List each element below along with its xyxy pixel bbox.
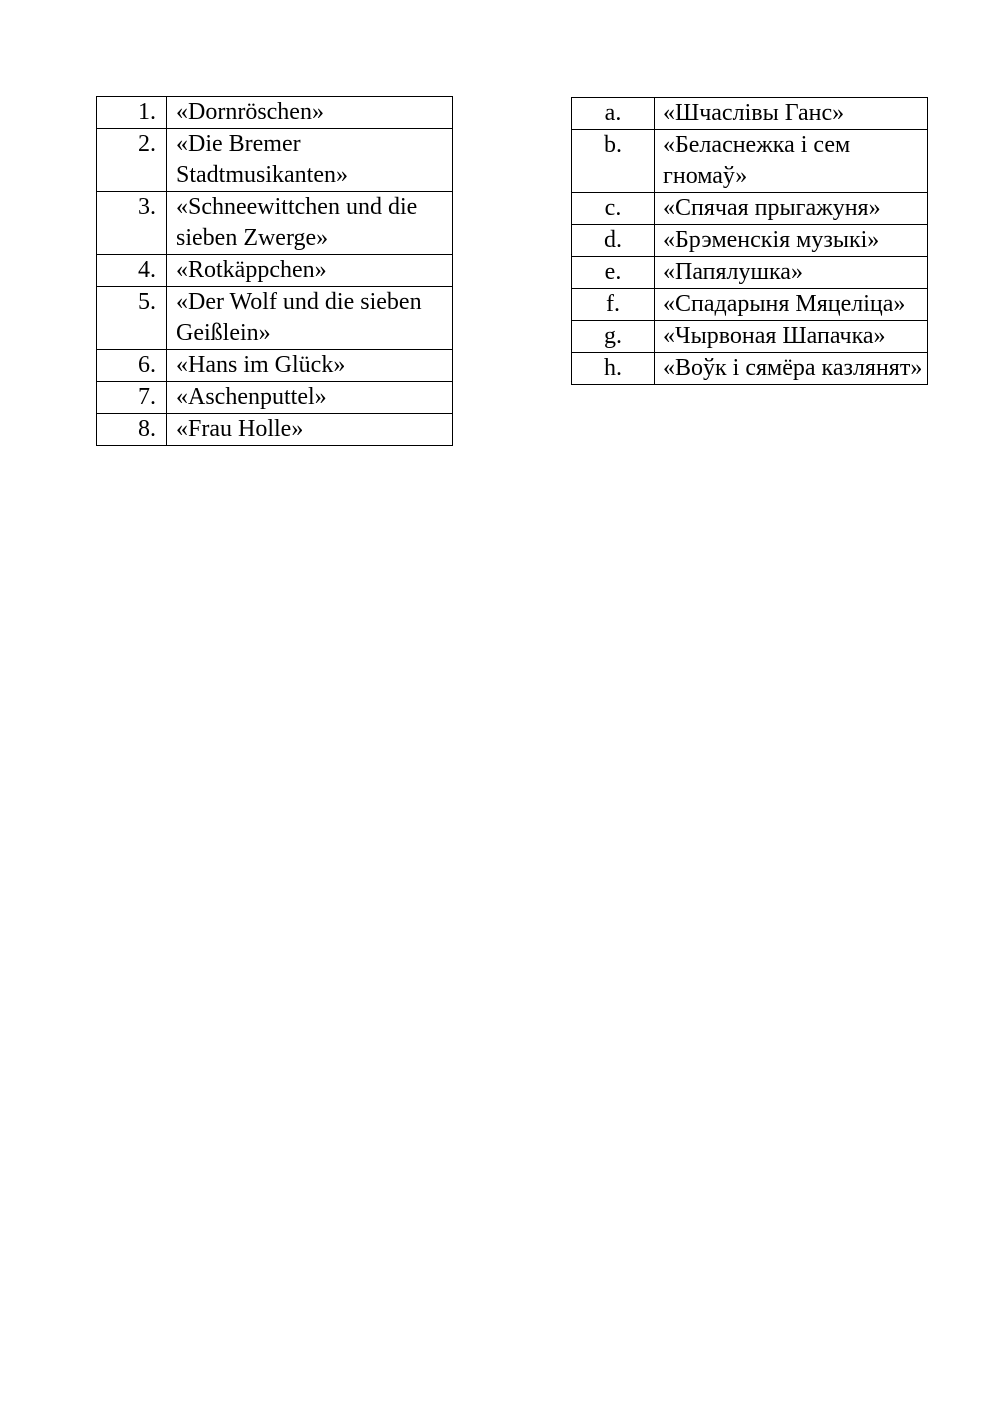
item-title: «Чырвоная Шапачка» (655, 321, 928, 353)
item-number: 6. (97, 350, 167, 382)
table-row (572, 98, 928, 130)
table-row (572, 225, 928, 257)
german-titles-table (96, 96, 453, 446)
item-letter: a. (572, 98, 655, 130)
item-title: «Die Bremer Stadtmusikanten» (167, 129, 453, 192)
table-row (572, 193, 928, 225)
item-title: «Der Wolf und die sieben Geißlein» (167, 287, 453, 350)
item-letter: e. (572, 257, 655, 289)
item-title: «Rotkäppchen» (167, 255, 453, 287)
item-letter: c. (572, 193, 655, 225)
item-number: 5. (97, 287, 167, 350)
item-letter: d. (572, 225, 655, 257)
item-letter: b. (572, 130, 655, 193)
item-title: «Hans im Glück» (167, 350, 453, 382)
belarusian-titles-table (571, 97, 928, 385)
item-number: 7. (97, 382, 167, 414)
item-title: «Спячая прыгажуня» (655, 193, 928, 225)
item-number: 4. (97, 255, 167, 287)
item-title: «Шчаслівы Ганс» (655, 98, 928, 130)
table-row (572, 353, 928, 385)
table-row (572, 289, 928, 321)
item-title: «Беласнежка і сем гномаў» (655, 130, 928, 193)
table-row (97, 350, 453, 382)
item-title: «Воўк і сямёра казлянят» (655, 353, 928, 385)
item-letter: h. (572, 353, 655, 385)
item-title: «Брэменскія музыкі» (655, 225, 928, 257)
table-row (572, 321, 928, 353)
table-row (97, 129, 453, 192)
item-number: 8. (97, 414, 167, 446)
item-number: 3. (97, 192, 167, 255)
table-row (572, 257, 928, 289)
item-letter: g. (572, 321, 655, 353)
table-row (97, 414, 453, 446)
table-row (97, 255, 453, 287)
item-title: «Schneewittchen und die sieben Zwerge» (167, 192, 453, 255)
item-letter: f. (572, 289, 655, 321)
item-title: «Спадарыня Мяцеліца» (655, 289, 928, 321)
table-row (97, 287, 453, 350)
table-row (97, 382, 453, 414)
item-number: 1. (97, 97, 167, 129)
item-number: 2. (97, 129, 167, 192)
table-row (572, 130, 928, 193)
item-title: «Aschenputtel» (167, 382, 453, 414)
item-title: «Папялушка» (655, 257, 928, 289)
table-row (97, 192, 453, 255)
item-title: «Dornröschen» (167, 97, 453, 129)
item-title: «Frau Holle» (167, 414, 453, 446)
table-row (97, 97, 453, 129)
